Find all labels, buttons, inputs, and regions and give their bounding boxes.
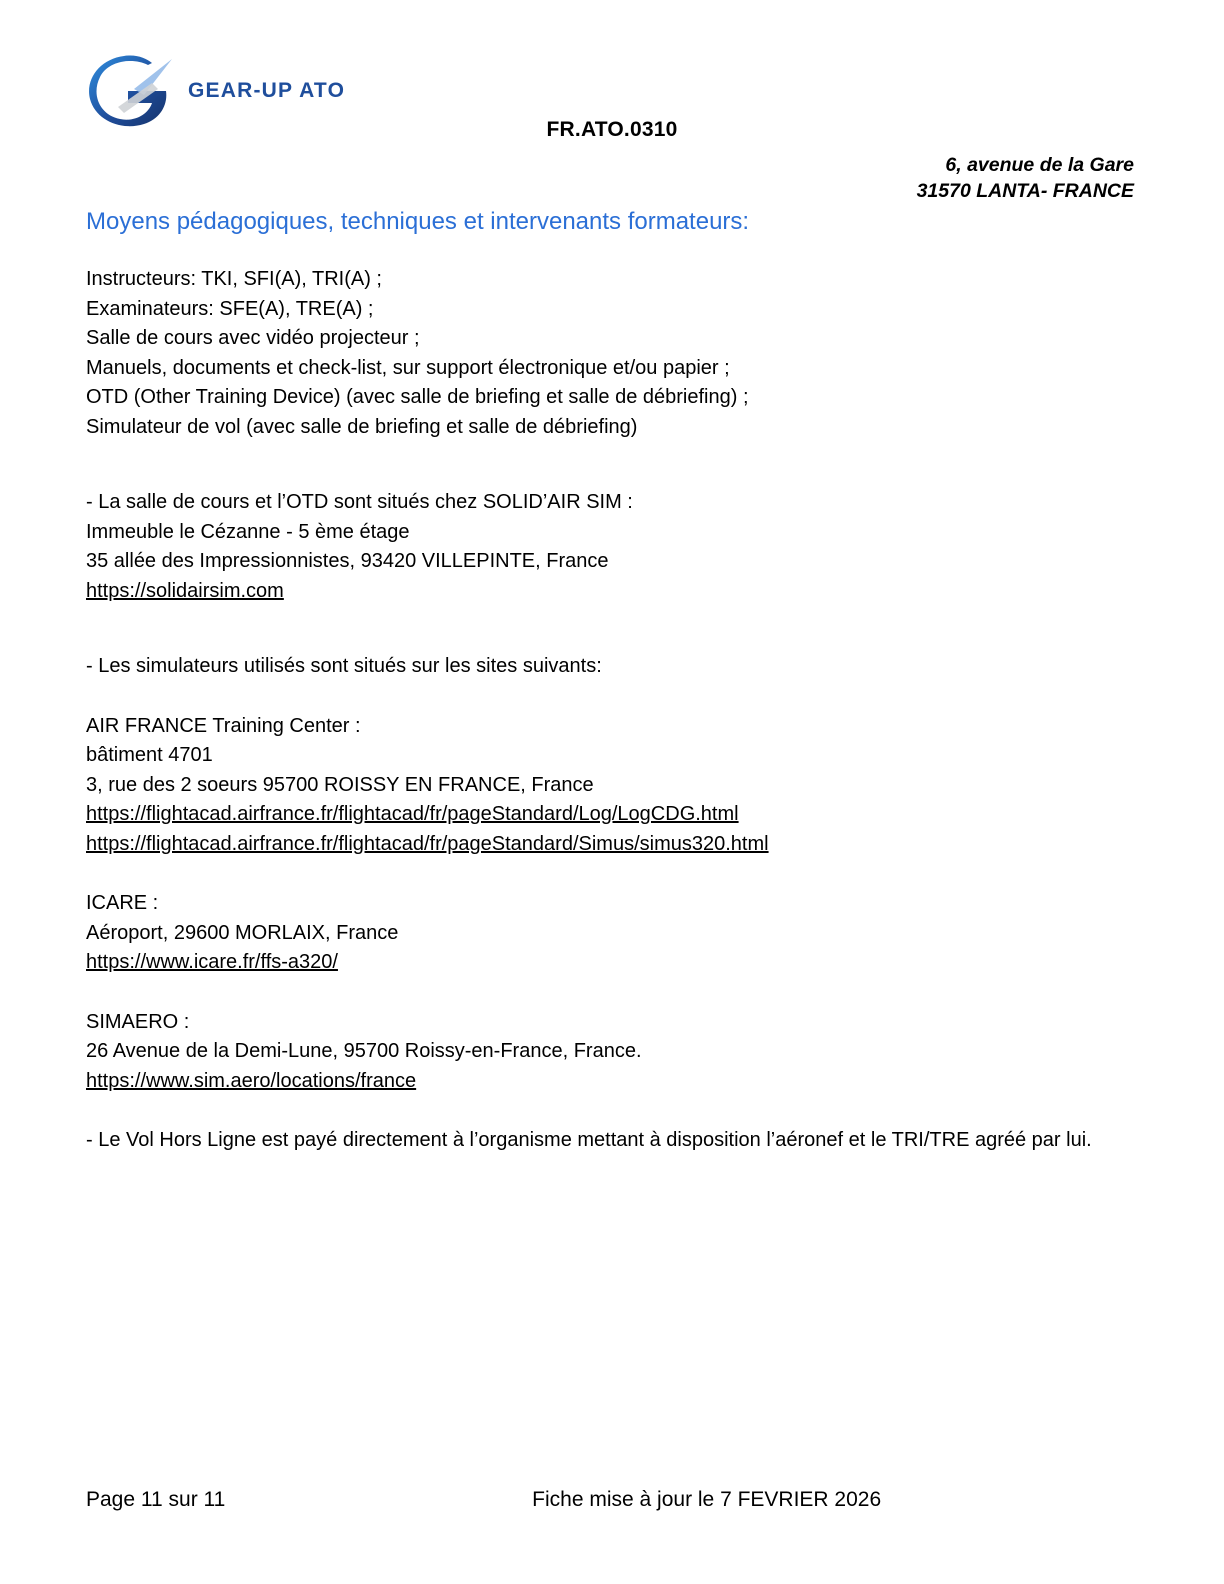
site-line-2: 3, rue des 2 soeurs 95700 ROISSY EN FRANCE, France: [86, 773, 594, 796]
site-name: AIR FRANCE Training Center :: [86, 714, 361, 737]
page-number: Page 11 sur 11: [86, 1488, 226, 1511]
section-title: Moyens pédagogiques, techniques et intervenants formateurs:: [86, 208, 750, 235]
classroom-address-line-2: 35 allée des Impressionnistes, 93420 VILLEPINTE, France: [86, 550, 609, 572]
company-address: [917, 152, 1134, 204]
site-line-1: 26 Avenue de la Demi-Lune, 95700 Roissy-en-France, France.: [86, 1040, 642, 1062]
resources-list: [86, 265, 1136, 442]
gear-up-logo-icon: [88, 55, 174, 127]
site-name: SIMAERO :: [86, 1010, 190, 1033]
site-name: ICARE :: [86, 892, 159, 914]
site-link-1[interactable]: https://www.sim.aero/locations/france: [86, 1069, 417, 1092]
brand-logo: [88, 55, 345, 127]
update-date: Fiche mise à jour le 7 FEVRIER 2026: [532, 1488, 882, 1511]
closing-note: - Le Vol Hors Ligne est payé directement à l’organisme mettant à disposition l’aéronef et le TRI/TRE agréé par lui.: [86, 1129, 1092, 1151]
classroom-location-block: [86, 488, 1136, 606]
logo-wordmark: GEAR-UP ATO: [188, 79, 346, 102]
site-entry-simaero: [86, 1008, 1136, 1097]
resource-line: OTD (Other Training Device) (avec salle de briefing et salle de débriefing) ;: [86, 386, 749, 408]
site-line-1: bâtiment 4701: [86, 744, 213, 766]
resource-line: Instructeurs: TKI, SFI(A), TRI(A) ;: [86, 268, 382, 290]
site-entry-airfrance: [86, 712, 1136, 860]
site-link-1[interactable]: https://www.icare.fr/ffs-a320/: [86, 951, 338, 973]
address-line-1: 6, avenue de la Gare: [945, 154, 1134, 176]
classroom-intro: - La salle de cours et l’OTD sont situés chez SOLID’AIR SIM :: [86, 491, 633, 513]
document-body: [86, 205, 1136, 1156]
classroom-address-line-1: Immeuble le Cézanne - 5 ème étage: [86, 520, 410, 543]
document-code: FR.ATO.0310: [546, 118, 678, 141]
address-line-2: 31570 LANTA- FRANCE: [916, 180, 1134, 202]
site-link-2[interactable]: https://flightacad.airfrance.fr/flightacad/fr/pageStandard/Simus/simus320.html: [86, 832, 769, 855]
resource-line: Simulateur de vol (avec salle de briefing et salle de débriefing): [86, 415, 638, 438]
classroom-website-link[interactable]: https://solidairsim.com: [86, 579, 284, 602]
resource-line: Examinateurs: SFE(A), TRE(A) ;: [86, 297, 374, 320]
site-line-1: Aéroport, 29600 MORLAIX, France: [86, 921, 399, 944]
resource-line: Salle de cours avec vidéo projecteur ;: [86, 327, 420, 349]
site-link-1[interactable]: https://flightacad.airfrance.fr/flightacad/fr/pageStandard/Log/LogCDG.html: [86, 803, 739, 825]
page-footer: [86, 1488, 1138, 1512]
simulators-intro: - Les simulateurs utilisés sont situés sur les sites suivants:: [86, 655, 602, 677]
site-entry-icare: [86, 889, 1136, 978]
resource-line: Manuels, documents et check-list, sur support électronique et/ou papier ;: [86, 356, 730, 379]
